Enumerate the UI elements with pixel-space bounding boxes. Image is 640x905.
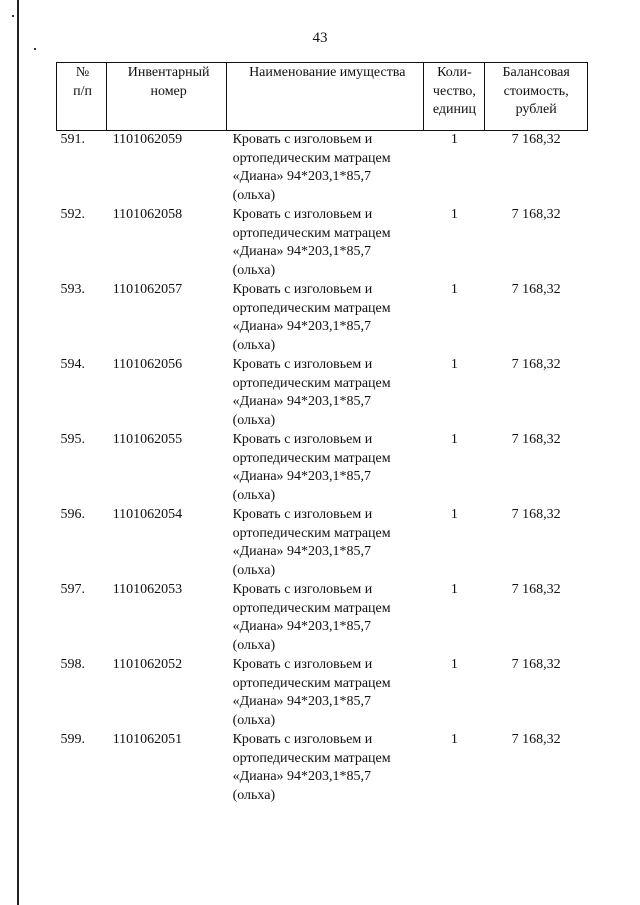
header-num: № п/п bbox=[57, 63, 107, 131]
row-number: 596. bbox=[60, 507, 85, 522]
row-balance-cost: 7 168,32 bbox=[511, 507, 561, 522]
row-number: 597. bbox=[60, 582, 85, 597]
row-quantity: 1 bbox=[450, 732, 458, 747]
row-balance-cost: 7 168,32 bbox=[511, 732, 561, 747]
row-number: 599. bbox=[60, 732, 85, 747]
row-inventory-number: 1101062053 bbox=[112, 582, 183, 597]
row-number: 592. bbox=[60, 207, 85, 222]
row-number: 594. bbox=[60, 357, 85, 372]
row-property-name: Кровать с изголовьем и ортопедическим матрацем «Диана» 94*203,1*85,7 (ольха) bbox=[232, 582, 391, 653]
row-property-name: Кровать с изголовьем и ортопедическим матрацем «Диана» 94*203,1*85,7 (ольха) bbox=[232, 282, 391, 353]
row-property-name: Кровать с изголовьем и ортопедическим матрацем «Диана» 94*203,1*85,7 (ольха) bbox=[232, 132, 391, 203]
table-header-row bbox=[57, 63, 588, 131]
row-inventory-number: 1101062057 bbox=[112, 282, 183, 297]
row-inventory-number: 1101062059 bbox=[112, 132, 183, 147]
row-quantity: 1 bbox=[450, 582, 458, 597]
row-property-name: Кровать с изголовьем и ортопедическим матрацем «Диана» 94*203,1*85,7 (ольха) bbox=[232, 207, 391, 278]
row-quantity: 1 bbox=[450, 432, 458, 447]
row-quantity: 1 bbox=[450, 357, 458, 372]
row-balance-cost: 7 168,32 bbox=[511, 207, 561, 222]
row-balance-cost: 7 168,32 bbox=[511, 132, 561, 147]
header-balance-cost: Балансовая стоимость, рублей bbox=[485, 63, 588, 131]
row-balance-cost: 7 168,32 bbox=[511, 282, 561, 297]
table-row bbox=[57, 281, 588, 356]
row-quantity: 1 bbox=[450, 207, 458, 222]
row-inventory-number: 1101062051 bbox=[112, 732, 183, 747]
row-property-name: Кровать с изголовьем и ортопедическим матрацем «Диана» 94*203,1*85,7 (ольха) bbox=[232, 507, 391, 578]
row-inventory-number: 1101062058 bbox=[112, 207, 183, 222]
row-number: 595. bbox=[60, 432, 85, 447]
row-balance-cost: 7 168,32 bbox=[511, 357, 561, 372]
row-quantity: 1 bbox=[450, 657, 458, 672]
header-quantity: Коли- чество, единиц bbox=[424, 63, 485, 131]
scan-speck bbox=[34, 48, 36, 50]
row-inventory-number: 1101062054 bbox=[112, 507, 183, 522]
row-inventory-number: 1101062055 bbox=[112, 432, 183, 447]
table-row bbox=[57, 581, 588, 656]
table-row bbox=[57, 656, 588, 731]
table-row bbox=[57, 356, 588, 431]
row-number: 591. bbox=[60, 132, 85, 147]
table-row bbox=[57, 506, 588, 581]
row-quantity: 1 bbox=[450, 507, 458, 522]
row-property-name: Кровать с изголовьем и ортопедическим матрацем «Диана» 94*203,1*85,7 (ольха) bbox=[232, 357, 391, 428]
header-property-name: Наименование имущества bbox=[227, 63, 424, 131]
scan-speck bbox=[12, 15, 14, 17]
header-inventory-number: Инвентарный номер bbox=[107, 63, 227, 131]
row-property-name: Кровать с изголовьем и ортопедическим матрацем «Диана» 94*203,1*85,7 (ольха) bbox=[232, 732, 391, 803]
row-inventory-number: 1101062056 bbox=[112, 357, 183, 372]
inventory-table bbox=[56, 62, 588, 806]
row-property-name: Кровать с изголовьем и ортопедическим матрацем «Диана» 94*203,1*85,7 (ольха) bbox=[232, 657, 391, 728]
row-number: 593. bbox=[60, 282, 85, 297]
table-row bbox=[57, 206, 588, 281]
scan-left-edge bbox=[17, 0, 19, 905]
row-number: 598. bbox=[60, 657, 85, 672]
row-balance-cost: 7 168,32 bbox=[511, 432, 561, 447]
row-property-name: Кровать с изголовьем и ортопедическим матрацем «Диана» 94*203,1*85,7 (ольха) bbox=[232, 432, 391, 503]
row-balance-cost: 7 168,32 bbox=[511, 582, 561, 597]
table-row bbox=[57, 731, 588, 806]
table-row bbox=[57, 431, 588, 506]
row-quantity: 1 bbox=[450, 282, 458, 297]
page-number: 43 bbox=[312, 30, 328, 46]
row-inventory-number: 1101062052 bbox=[112, 657, 183, 672]
row-balance-cost: 7 168,32 bbox=[511, 657, 561, 672]
table-row bbox=[57, 131, 588, 207]
row-quantity: 1 bbox=[450, 132, 458, 147]
